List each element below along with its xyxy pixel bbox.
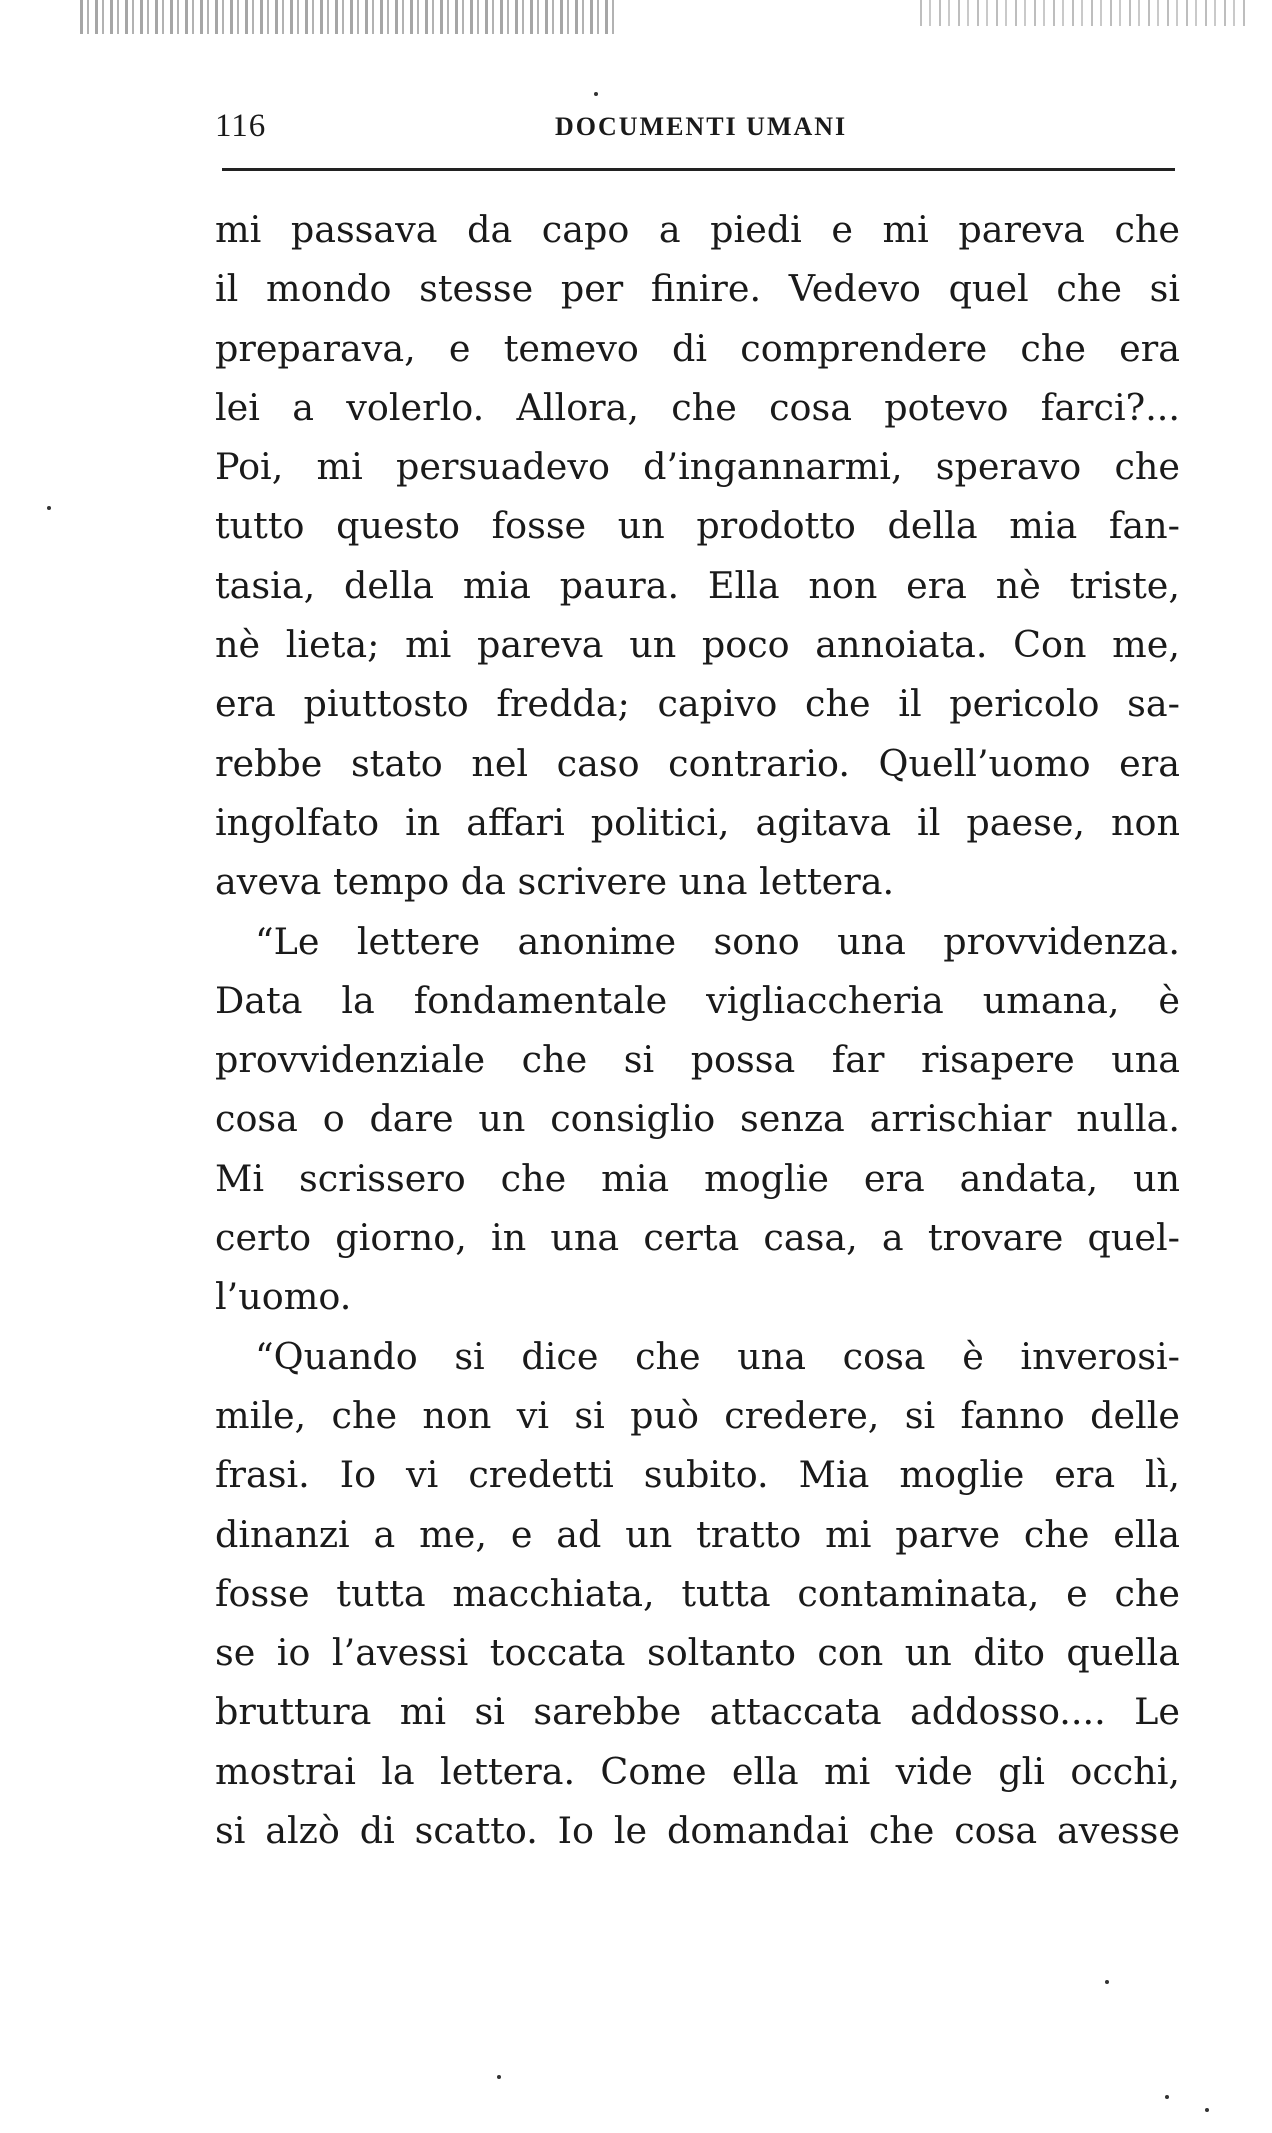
body-text [215,200,1180,1860]
text-line: cosa o dare un consiglio senza arrischiar nulla. [215,1097,1180,1141]
scan-speck [1165,2095,1169,2099]
header-rule [222,168,1175,171]
text-line: rebbe stato nel caso contrario. Quell’uomo era [215,741,1180,785]
text-line: aveva tempo da scrivere una lettera. [215,860,895,904]
text-line: fosse tutta macchiata, tutta contaminata, e che [215,1571,1180,1615]
text-line: mostrai la lettera. Come ella mi vide gli occhi, [215,1749,1180,1793]
text-line: il mondo stesse per finire. Vedevo quel che si [215,267,1180,311]
text-line: si alzò di scatto. Io le domandai che cosa avesse [215,1809,1180,1853]
text-line: ingolfato in affari politici, agitava il paese, non [215,800,1180,844]
text-line: preparava, e temevo di comprendere che era [215,326,1180,370]
text-line: “Quando si dice che una cosa è inverosi- [255,1334,1180,1378]
text-line: Data la fondamentale vigliaccheria umana, è [215,978,1180,1022]
scan-speck [1205,2108,1209,2112]
text-line: provvidenziale che si possa far risapere una [215,1038,1180,1082]
text-line: Poi, mi persuadevo d’ingannarmi, speravo che [215,445,1180,489]
running-title: DOCUMENTI UMANI [555,112,848,141]
page-number: 116 [215,108,267,144]
scan-edge-noise [80,0,620,34]
scan-edge-noise-right [920,0,1250,26]
text-line: mi passava da capo a piedi e mi pareva che [215,208,1180,251]
text-line: tasia, della mia paura. Ella non era nè triste, [215,563,1180,607]
text-line: mile, che non vi si può credere, si fanno delle [215,1393,1180,1437]
text-line: l’uomo. [215,1275,352,1319]
text-line: bruttura mi si sarebbe attaccata addosso.... Le [215,1690,1180,1734]
scan-speck [497,2075,501,2079]
text-line: dinanzi a me, e ad un tratto mi parve che ella [215,1512,1180,1556]
scan-speck [594,92,598,96]
text-line: era piuttosto fredda; capivo che il pericolo sa- [215,682,1180,726]
text-line: tutto questo fosse un prodotto della mia fan- [215,504,1180,548]
text-line: nè lieta; mi pareva un poco annoiata. Con me, [215,623,1180,667]
scan-speck [1105,1980,1109,1984]
page-header [215,100,1175,160]
text-line: Mi scrissero che mia moglie era andata, un [215,1156,1180,1200]
text-line: certo giorno, in una certa casa, a trovare quel- [215,1216,1180,1260]
text-line: frasi. Io vi credetti subito. Mia moglie era lì, [215,1453,1180,1497]
text-line: se io l’avessi toccata soltanto con un dito quella [215,1631,1180,1675]
text-line: “Le lettere anonime sono una provvidenza. [255,919,1180,963]
text-line: lei a volerlo. Allora, che cosa potevo farci?... [215,385,1180,429]
scan-speck [47,506,51,510]
